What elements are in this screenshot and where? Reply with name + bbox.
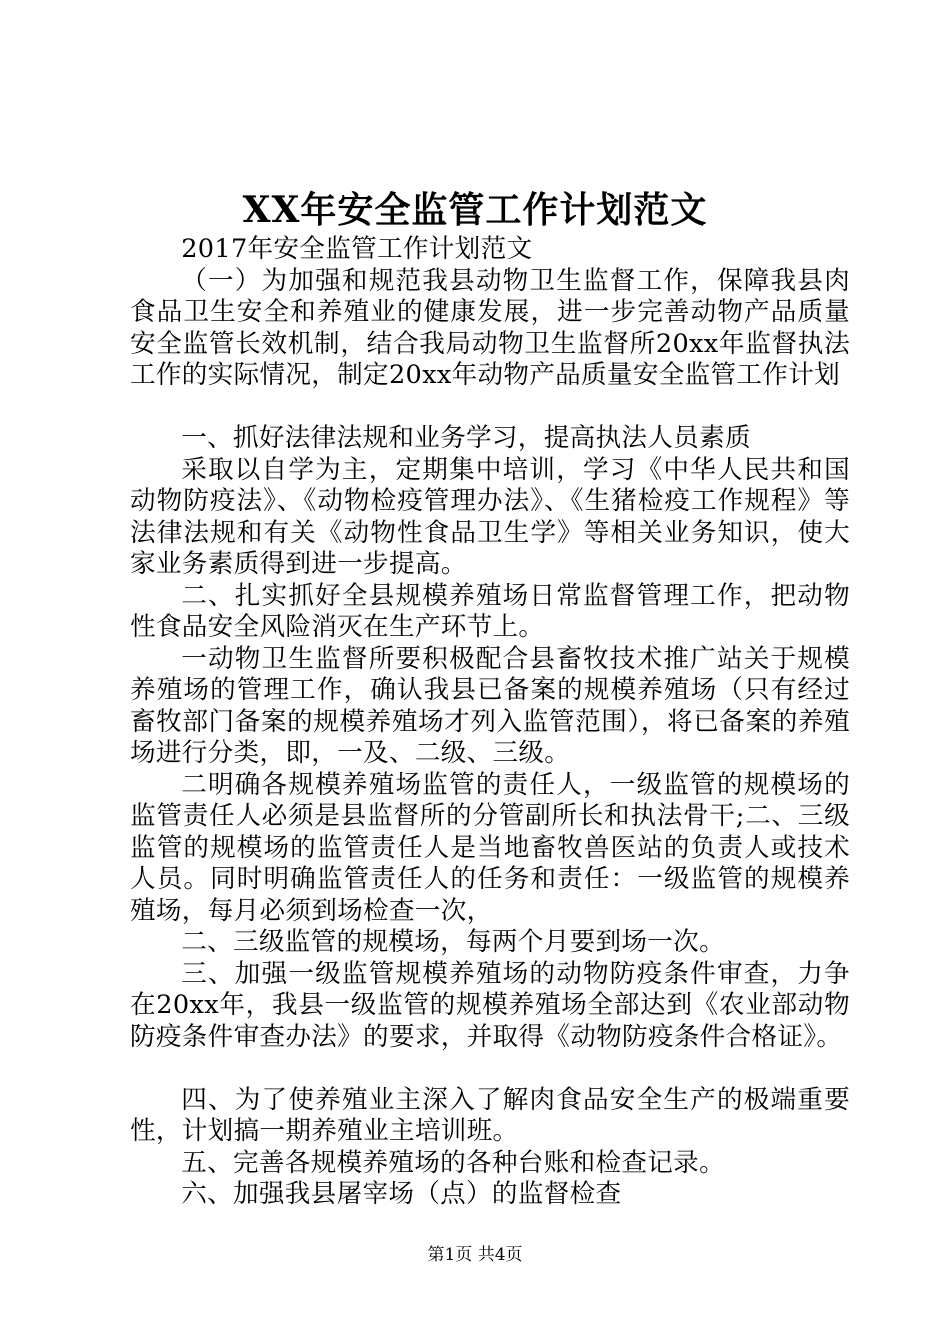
paragraph-section-1: 一、抓好法律法规和业务学习，提高执法人员素质 xyxy=(181,423,751,453)
paragraph: 二、三级监管的规模场，每两个月要到场一次。 xyxy=(181,927,725,957)
paragraph-intro: （一）为加强和规范我县动物卫生监督工作，保障我县肉食品卫生安全和养殖业的健康发展，进一步完善动物产品质量安全监管长效机制，结合我局动物卫生监督所20xx年监督执法工作的实际情况，制定20xx年动物产品质量安全监管工作计划 xyxy=(130,265,850,390)
paragraph: 二明确各规模养殖场监管的责任人，一级监管的规模场的监管责任人必须是县监督所的分管副所长和执法骨干;二、三级监管的规模场的监管责任人是当地畜牧兽医站的负责人或技术人员。同时明确监管责任人的任务和责任：一级监管的规模养殖场，每月必须到场检查一次， xyxy=(130,769,850,926)
document-title: XX年安全监管工作计划范文 xyxy=(242,189,708,231)
paragraph: 采取以自学为主，定期集中培训，学习《中华人民共和国动物防疫法》、《动物检疫管理办法》、《生猪检疫工作规程》等法律法规和有关《动物性食品卫生学》等相关业务知识，使大家业务素质得到进一步提高。 xyxy=(130,454,850,579)
page-footer: 第1页 共4页 xyxy=(427,1245,523,1265)
paragraph-section-3: 三、加强一级监管规模养殖场的动物防疫条件审查，力争在20xx年，我县一级监管的规模养殖场全部达到《农业部动物防疫条件审查办法》的要求，并取得《动物防疫条件合格证》。 xyxy=(130,958,850,1052)
paragraph-section-4: 四、为了使养殖业主深入了解肉食品安全生产的极端重要性，计划搞一期养殖业主培训班。 xyxy=(130,1084,850,1146)
paragraph-section-5: 五、完善各规模养殖场的各种台账和检查记录。 xyxy=(181,1147,725,1178)
document-body xyxy=(130,234,850,1211)
paragraph-section-6: 六、加强我县屠宰场（点）的监督检查 xyxy=(181,1179,622,1209)
paragraph-section-2: 二、扎实抓好全县规模养殖场日常监督管理工作，把动物性食品安全风险消灭在生产环节上。 xyxy=(130,580,850,642)
paragraph-subtitle: 2017年安全监管工作计划范文 xyxy=(181,234,533,264)
paragraph: 一动物卫生监督所要积极配合县畜牧技术推广站关于规模养殖场的管理工作，确认我县已备案的规模养殖场（只有经过畜牧部门备案的规模养殖场才列入监管范围），将已备案的养殖场进行分类，即，一及、二级、三级。 xyxy=(130,643,850,768)
